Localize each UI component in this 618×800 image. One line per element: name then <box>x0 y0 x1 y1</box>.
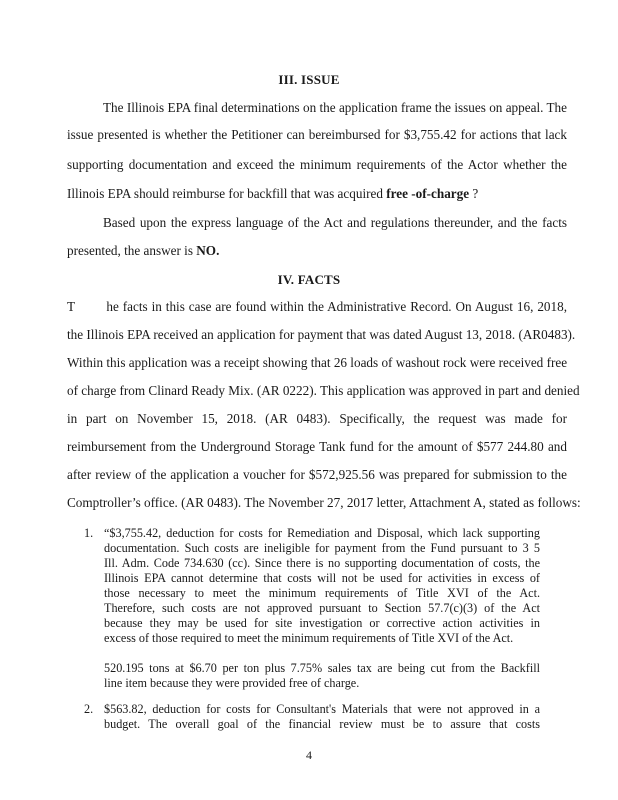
facts-paragraph-line: T he facts in this case are found within the Administrative Record. On August 16, 2018, <box>67 299 567 314</box>
issue-paragraph-line: The Illinois EPA final determinations on the application frame the issues on appeal. The <box>103 100 567 115</box>
answer-paragraph-text: presented, the answer is <box>67 243 193 258</box>
answer-paragraph-line <box>67 243 567 259</box>
list-item-subline: line item because they were provided free of charge. <box>104 676 360 690</box>
list-item-line: budget. The overall goal of the financial review must be to assure that costs <box>104 717 540 731</box>
issue-paragraph-end: ? <box>472 186 479 201</box>
answer-value: NO. <box>196 243 220 258</box>
facts-paragraph-line: of charge from Clinard Ready Mix. (AR 0222). This application was approved in part and denied <box>67 383 580 398</box>
facts-paragraph-line: Comptroller’s office. (AR 0483). The November 27, 2017 letter, Attachment A, stated as follows: <box>67 495 581 510</box>
list-item-subline: 520.195 tons at $6.70 per ton plus 7.75% sales tax are being cut from the Backfill <box>104 661 540 675</box>
list-item-line: “$3,755.42, deduction for costs for Remediation and Disposal, which lack supporting <box>104 526 540 540</box>
list-item-line: Therefore, such costs are not approved pursuant to Section 57.7(c)(3) of the Act <box>104 601 540 615</box>
list-item-line: those necessary to meet the minimum requirements of Title XVI of the Act. <box>104 586 540 600</box>
facts-paragraph-line: the Illinois EPA received an application for payment that was dated August 13, 2018. (AR0483). <box>67 327 576 342</box>
facts-paragraph-line: in part on November 15, 2018. (AR 0483). Specifically, the request was made for <box>67 411 567 426</box>
facts-paragraph-line: after review of the application a voucher for $572,925.56 was prepared for submission to the <box>67 467 567 482</box>
free-of-charge-emphasis: free -of-charge <box>386 186 470 201</box>
section-heading-facts: IV. FACTS <box>277 272 341 287</box>
answer-paragraph-line: Based upon the express language of the Act and regulations thereunder, and the facts <box>103 215 567 230</box>
list-item-line: documentation. Such costs are ineligible for payment from the Fund pursuant to 3 5 <box>104 541 540 555</box>
facts-paragraph-line: Within this application was a receipt showing that 26 loads of washout rock were received free <box>67 355 568 370</box>
list-item-line: Ill. Adm. Code 734.630 (cc). Since there is no supporting documentation of costs, the <box>104 556 540 570</box>
issue-paragraph-line: supporting documentation and exceed the minimum requirements of the Actor whether the <box>67 157 567 172</box>
issue-paragraph-line <box>67 186 567 202</box>
list-item-line: Illinois EPA cannot determine that costs will not be used for activities in excess of <box>104 571 540 585</box>
issue-paragraph-line: issue presented is whether the Petitioner can bereimbursed for $3,755.42 for actions that lack <box>67 127 567 142</box>
list-item-line: $563.82, deduction for costs for Consultant's Materials that were not approved in a <box>104 702 540 716</box>
issue-paragraph-text: Illinois EPA should reimburse for backfill that was acquired <box>67 186 383 201</box>
list-item-line: excess of those required to meet the minimum requirements of Title XVI of the Act. <box>104 631 514 645</box>
page-number: 4 <box>306 748 312 762</box>
section-heading-issue: III. ISSUE <box>278 72 340 87</box>
facts-paragraph-line: reimbursement from the Underground Storage Tank fund for the amount of $577 244.80 and <box>67 439 567 454</box>
list-item-line: because they may be used for site investigation or corrective action activities in <box>104 616 540 630</box>
list-item-number: 1. <box>84 526 94 540</box>
list-item-number: 2. <box>84 702 94 716</box>
